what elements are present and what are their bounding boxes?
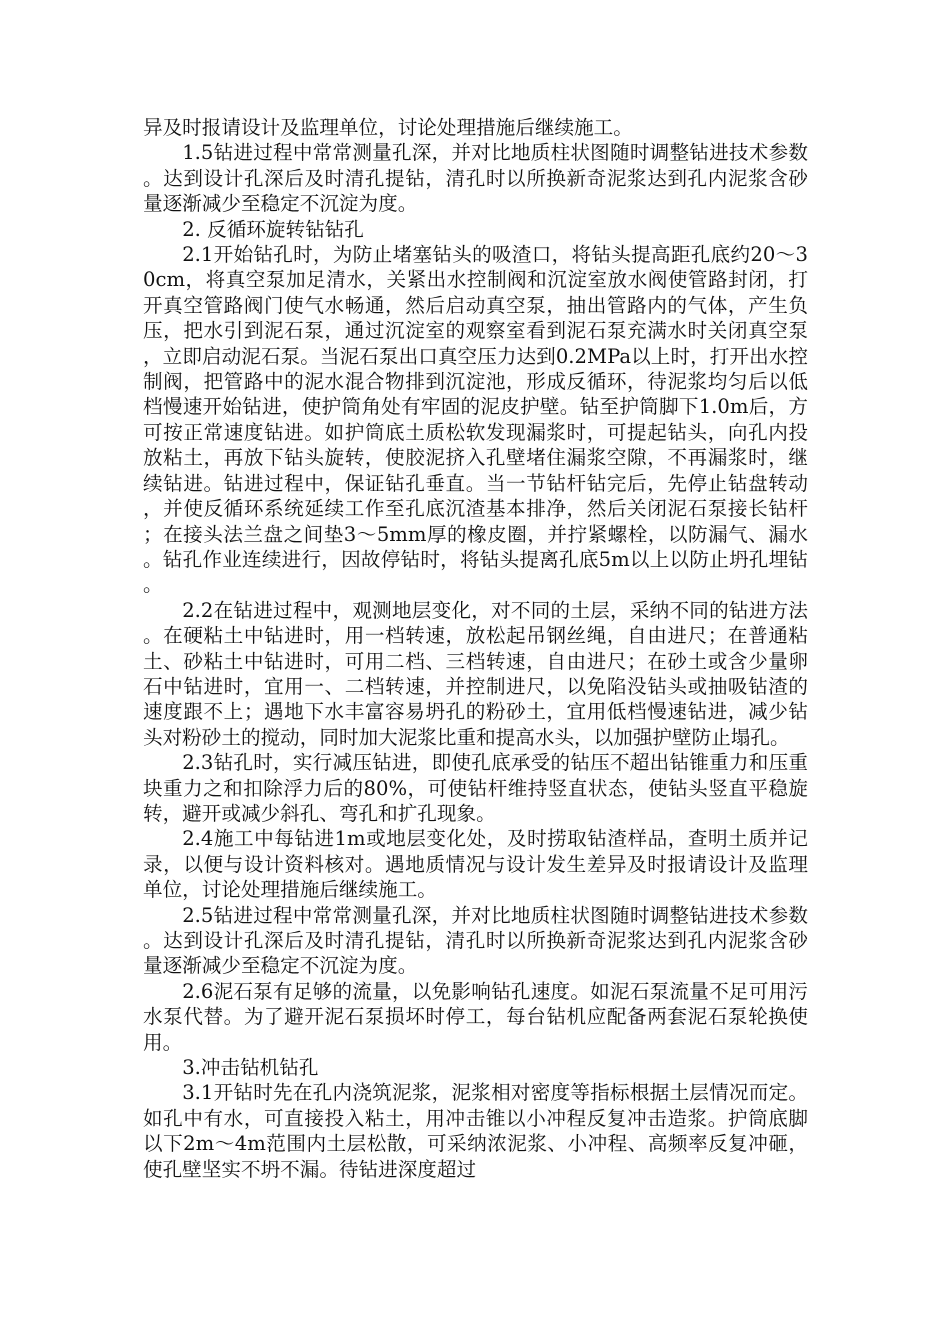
paragraph-1-5: 1.5钻进过程中常常测量孔深，并对比地质柱状图随时调整钻进技术参数。达到设计孔深后及时清孔提钻，清孔时以所换新奇泥浆达到孔内泥浆含砂量逐渐减少至稳定不沉淀为度。 <box>143 141 808 216</box>
document-body <box>143 115 808 1182</box>
paragraph-2-2: 2.2在钻进过程中，观测地层变化，对不同的土层，采纳不同的钻进方法。在硬粘土中钻进时，用一档转速，放松起吊钢丝绳，自由进尺；在普通粘土、砂粘土中钻进时，可用二档、三档转速，自由进尺；在砂土或含少量卵石中钻进时，宜用一、二档转速，并控制进尺，以免陷没钻头或抽吸钻渣的速度跟不上；遇地下水丰富容易坍孔的粉砂土，宜用低档慢速钻进，减少钻头对粉砂土的搅动，同时加大泥浆比重和提高水头，以加强护壁防止塌孔。 <box>143 598 808 749</box>
paragraph-2-1: 2.1开始钻孔时，为防止堵塞钻头的吸渣口，将钻头提高距孔底约20～30cm，将真空泵加足清水，关紧出水控制阀和沉淀室放水阀使管路封闭，打开真空管路阀门使气水畅通，然后启动真空泵，抽出管路内的气体，产生负压，把水引到泥石泵，通过沉淀室的观察室看到泥石泵充满水时关闭真空泵，立即启动泥石泵。当泥石泵出口真空压力达到0.2MPa以上时，打开出水控制阀，把管路中的泥水混合物排到沉淀池，形成反循环，待泥浆均匀后以低档慢速开始钻进，使护筒角处有牢固的泥皮护壁。钻至护筒脚下1.0m后，方可按正常速度钻进。如护筒底土质松软发现漏浆时，可提起钻头，向孔内投放粘土，再放下钻头旋转，使胶泥挤入孔壁堵住漏浆空隙，不再漏浆时，继续钻进。钻进过程中，保证钻孔垂直。当一节钻杆钻完后，先停止钻盘转动，并使反循环系统延续工作至孔底沉渣基本排净，然后关闭泥石泵接长钻杆；在接头法兰盘之间垫3～5mm厚的橡皮圈，并拧紧螺栓，以防漏气、漏水。钻孔作业连续进行，因故停钻时，将钻头提离孔底5m以上以防止坍孔埋钻。 <box>143 243 808 597</box>
paragraph-3-1: 3.1开钻时先在孔内浇筑泥浆，泥浆相对密度等指标根据土层情况而定。如孔中有水，可直接投入粘土，用冲击锥以小冲程反复冲击造浆。护筒底脚以下2m～4m范围内土层松散，可采纳浓泥浆、小冲程、高频率反复冲砸，使孔壁坚实不坍不漏。待钻进深度超过 <box>143 1081 808 1181</box>
paragraph-2-5: 2.5钻进过程中常常测量孔深，并对比地质柱状图随时调整钻进技术参数。达到设计孔深后及时清孔提钻，清孔时以所换新奇泥浆达到孔内泥浆含砂量逐渐减少至稳定不沉淀为度。 <box>143 903 808 978</box>
paragraph-2-6: 2.6泥石泵有足够的流量，以免影响钻孔速度。如泥石泵流量不足可用污水泵代替。为了避开泥石泵损坏时停工，每台钻机应配备两套泥石泵轮换使用。 <box>143 979 808 1054</box>
section-heading-2: 2. 反循环旋转钻钻孔 <box>182 217 364 241</box>
paragraph-2-3: 2.3钻孔时，实行减压钻进，即使孔底承受的钻压不超出钻锥重力和压重块重力之和扣除浮力后的80%，可使钻杆维持竖直状态，使钻头竖直平稳旋转，避开或减少斜孔、弯孔和扩孔现象。 <box>143 751 808 825</box>
paragraph-1: 异及时报请设计及监理单位，讨论处理措施后继续施工。 <box>143 116 633 139</box>
paragraph-2-4: 2.4施工中每钻进1m或地层变化处，及时捞取钻渣样品，查明土质并记录，以便与设计资料核对。遇地质情况与设计发生差异及时报请设计及监理单位，讨论处理措施后继续施工。 <box>143 827 808 902</box>
section-heading-3: 3.冲击钻机钻孔 <box>182 1056 319 1080</box>
